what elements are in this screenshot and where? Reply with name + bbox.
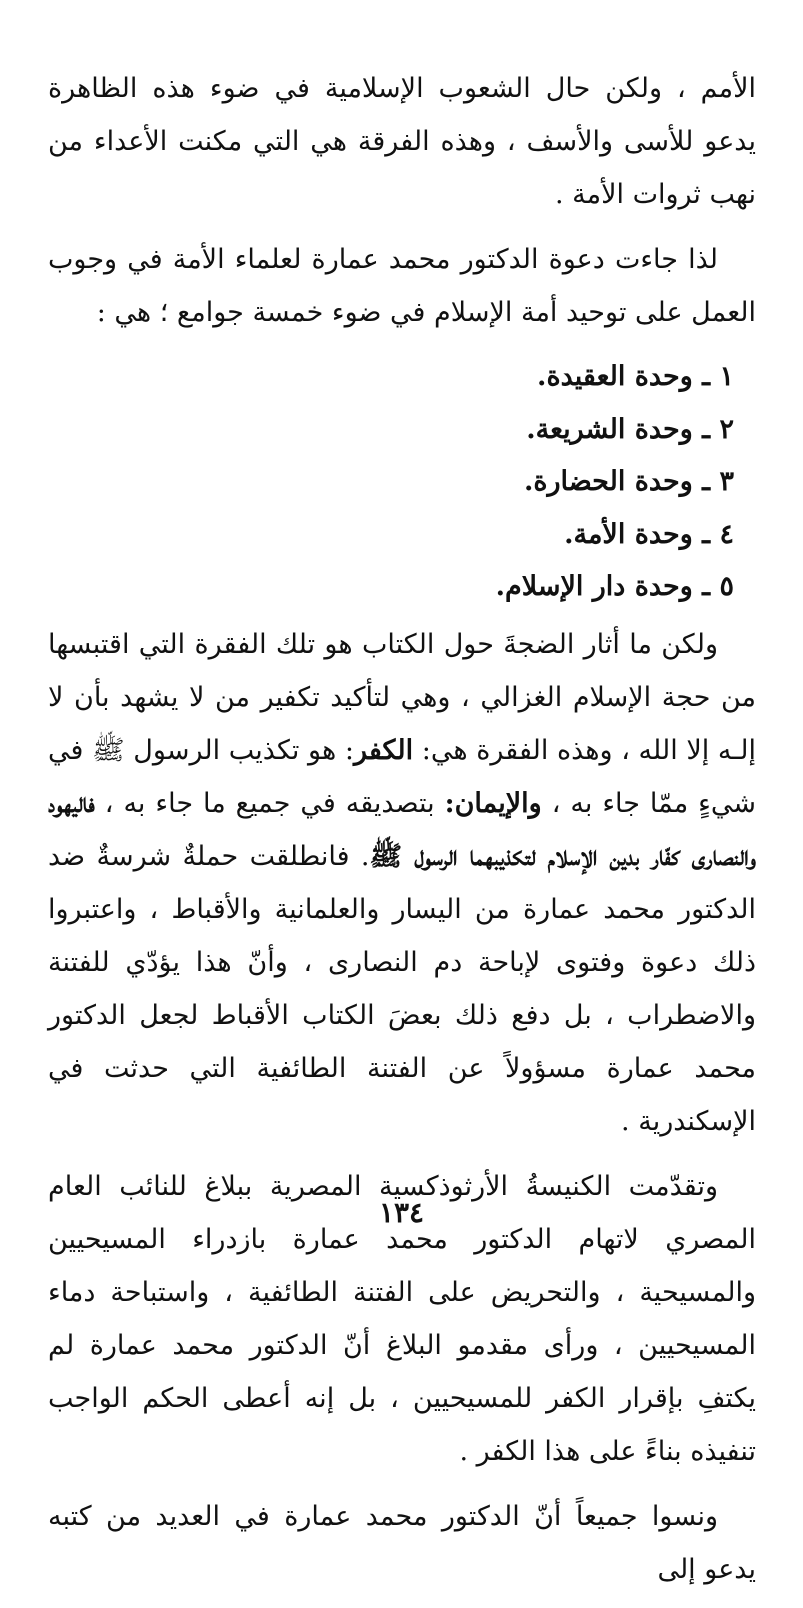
list-item-2: ٢ ـ وحدة الشريعة. — [526, 413, 734, 445]
iman-term: والإيمان: — [444, 787, 542, 819]
paragraph-3-part-1: ولكن ما أثار الضجةَ حول الكتاب هو تلك الفقرة التي اقتبسها من حجة الإسلام الغزالي ، وهي لتأكيد تكفير من لا يشهد بأن لا إلـه إلا الله ، وهذه الفقرة هي: — [48, 628, 756, 766]
page-body — [48, 62, 756, 1608]
paragraph-4: وتقدّمت الكنيسةُ الأرثوذكسية المصرية ببلاغ للنائب العام المصري لاتهام الدكتور محمد عمارة بازدراء المسيحيين والمسيحية ، والتحريض على الفتنة الطائفية ، واستباحة دماء المسيحيين ، ورأى مقدمو البلاغ أنّ الدكتور محمد عمارة لم يكتفِ بإقرار الكفر للمسيحيين ، بل إنه أعطى الحكم الواجب تنفيذه بناءً على هذا الكفر . — [48, 1170, 756, 1467]
bold-quote: فاليهود والنصارى كفّار بدين الإسلام لتكذيبهما الرسول ﷺ — [48, 787, 756, 872]
paragraph-3-part-2: : هو تكذيب الرسول ﷺ في شيءٍ ممّا جاء به ، — [48, 734, 756, 819]
paragraph-2: لذا جاءت دعوة الدكتور محمد عمارة لعلماء الأمة في وجوب العمل على توحيد أمة الإسلام في ضوء خمسة جوامع ؛ هي : — [48, 244, 756, 328]
list-item-4: ٤ ـ وحدة الأمة. — [564, 518, 734, 550]
list-item-5: ٥ ـ وحدة دار الإسلام. — [495, 571, 734, 602]
paragraph-3 — [48, 618, 756, 1148]
paragraph-3-part-4: . فانطلقت حملةٌ شرسةٌ ضد الدكتور محمد عمارة من اليسار والعلمانية والأقباط ، واعتبروا ذلك دعوة وفتوى لإباحة دم النصارى ، وأنّ هذا يؤدّي للفتنة والاضطراب ، بل دفع ذلك بعضَ الكتاب الأقباط لجعل الدكتور محمد عمارة مسؤولاً عن الفتنة الطائفية التي حدثت في الإسكندرية . — [48, 840, 756, 1137]
kufr-term: الكفر — [353, 734, 414, 766]
page-number: ١٣٤ — [378, 1196, 425, 1229]
unity-list — [48, 351, 756, 614]
list-item-3: ٣ ـ وحدة الحضارة. — [523, 466, 734, 497]
list-item-1: ١ ـ وحدة العقيدة. — [537, 361, 734, 392]
paragraph-1: الأمم ، ولكن حال الشعوب الإسلامية في ضوء هذه الظاهرة يدعو للأسى والأسف ، وهذه الفرقة هي التي مكنت الأعداء من نهب ثروات الأمة . — [48, 73, 756, 210]
paragraph-5: ونسوا جميعاً أنّ الدكتور محمد عمارة في العديد من كتبه يدعو إلى — [48, 1500, 756, 1585]
paragraph-3-part-3: بتصديقه في جميع ما جاء به ، — [94, 787, 445, 819]
